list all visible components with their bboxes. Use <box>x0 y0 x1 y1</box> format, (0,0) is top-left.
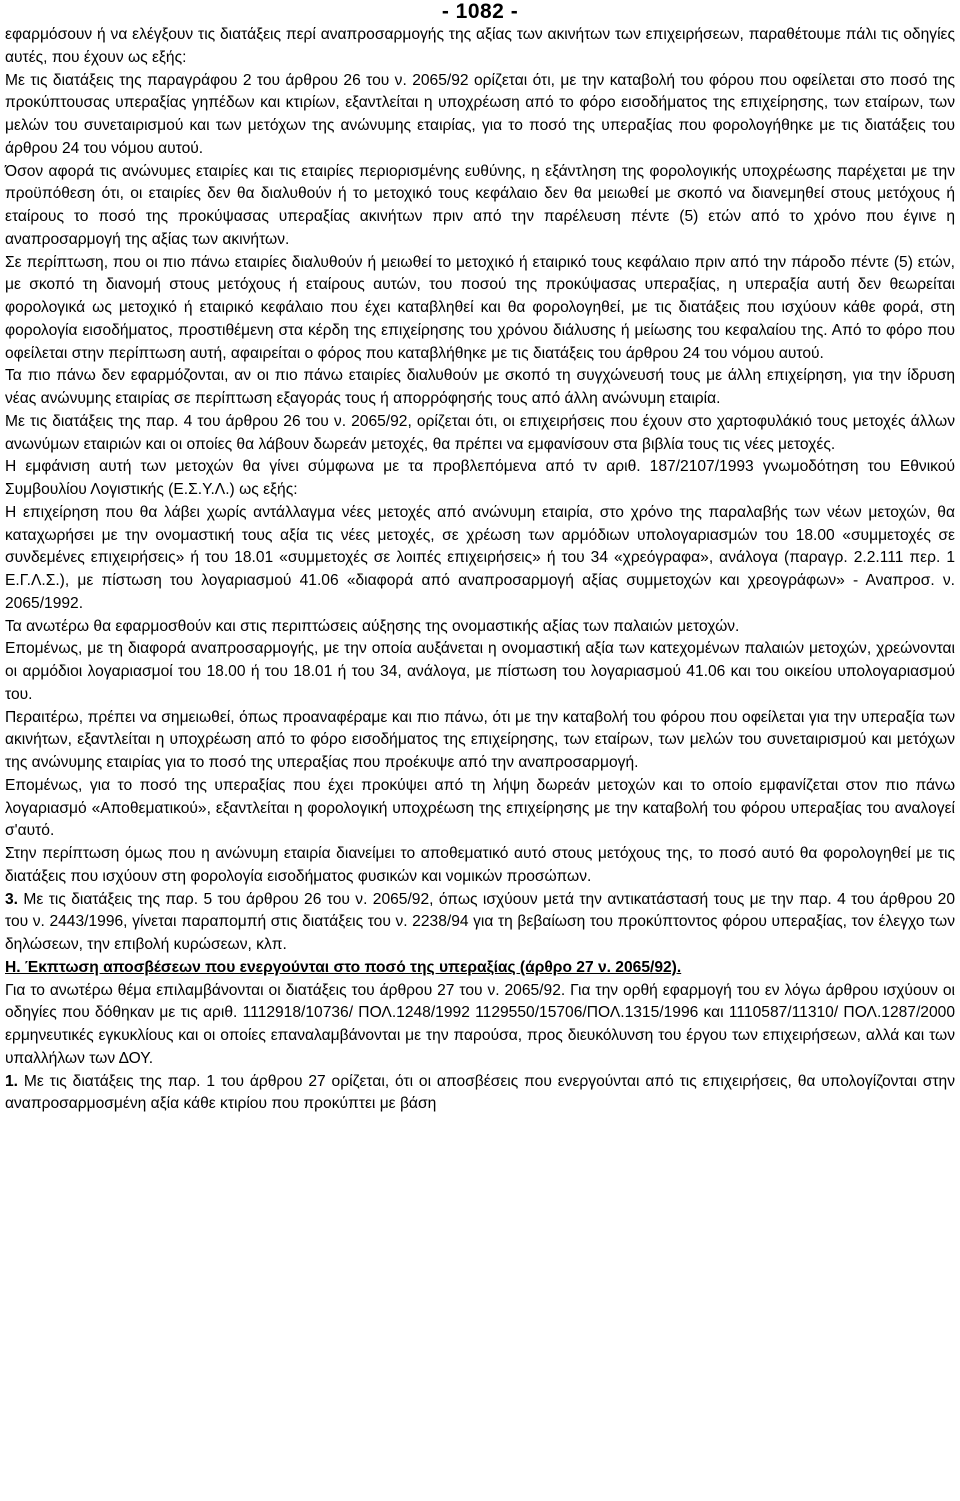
paragraph: Όσον αφορά τις ανώνυμες εταιρίες και τις εταιρίες περιορισμένης ευθύνης, η εξάντληση της φορολογικής υποχρέωσης παρέχεται με την προϋπόθεση ότι, οι εταιρίες δεν θα διαλυθούν ή το μετοχικό τους κεφάλαιο δεν θα μειωθεί με σκοπό να διανεμηθεί στους μετόχους ή εταίρους το ποσό της προκύψασας υπεραξίας ακινήτων πριν από την παρέλευση πέντε (5) ετών από το χρόνο που έγινε η αναπροσαρμογή της αξίας των ακινήτων. <box>5 162 955 248</box>
paragraph: Επομένως, με τη διαφορά αναπροσαρμογής, με την οποία αυξάνεται η ονομαστική αξία των κατεχομένων παλαιών μετοχών, χρεώνονται οι αρμόδιοι λογαριασμοί του 18.00 ή του 18.01 ή του 34, ανάλογα, με πίστωση του λογαριασμού 41.06 και του οικείου υπολογαριασμού του. <box>5 640 955 703</box>
section-paragraph: Για το ανωτέρω θέμα επιλαμβάνονται οι διατάξεις του άρθρου 27 του ν. 2065/92. Για την ορθή εφαρμογή του εν λόγω άρθρου ισχύουν οι οδηγίες που δόθηκαν με τις αριθ. 1112918/10736/ ΠΟΛ.1248/1992 1129550/15706/ΠΟΛ.1315/1996 και 1110587/11310/ ΠΟΛ.1287/2000 ερμηνευτικές εγκυκλίους και οι οποίες επαναλαμβάνονται με την παρούσα, προς διευκόλυνση του έργου των επιχειρήσεων, αλλά και των υπαλλήλων των ΔΟΥ. <box>5 981 955 1067</box>
item-text: Με τις διατάξεις της παρ. 1 του άρθρου 27 ορίζεται, ότι οι αποσβέσεις που ενεργούνται από τις επιχειρήσεις, θα υπολογίζονται στην αναπροσαρμοσμένη αξία κάθε κτιρίου που προκύπτει με βάση <box>5 1072 955 1113</box>
item-text: Με τις διατάξεις της παρ. 5 του άρθρου 26 του ν. 2065/92, όπως ισχύουν μετά την αντικατάστασή τους με την παρ. 4 του άρθρου 20 του ν. 2443/1996, γίνεται παραπομπή στις διατάξεις του ν. 2238/94 για τη βεβαίωση του προκύπτοντος φόρου υπεραξίας, τον έλεγχο των δηλώσεων, την επιβολή κυρώσεων, κλπ. <box>5 890 955 953</box>
paragraph: εφαρμόσουν ή να ελέγξουν τις διατάξεις περί αναπροσαρμογής της αξίας των ακινήτων των επιχειρήσεων, παραθέτουμε πάλι τις οδηγίες αυτές, που έχουν ως εξής: <box>5 26 955 66</box>
paragraph: Τα πιο πάνω δεν εφαρμόζονται, αν οι πιο πάνω εταιρίες διαλυθούν με σκοπό τη συγχώνευσή τους με άλλη επιχείρηση, για την ίδρυση νέας ανώνυμης εταιρίας σε περίπτωση εξαγοράς τους ή απορρόφησής τους από άλλη ανώνυμη εταιρία. <box>5 367 955 407</box>
paragraph: Τα ανωτέρω θα εφαρμοσθούν και στις περιπτώσεις αύξησης της ονομαστικής αξίας των παλαιών μετοχών. <box>5 617 740 635</box>
paragraph: Σε περίπτωση, που οι πιο πάνω εταιρίες διαλυθούν ή μειωθεί το μετοχικό ή εταιρικό τους κεφάλαιο πριν από την πάροδο πέντε (5) ετών, με σκοπό τη διανομή στους μετόχους ή εταίρους αυτών, του ποσού της προκύψασας υπεραξίας, η υπεραξία αυτή δεν θεωρείται φορολογικά ως μετοχικό ή εταιρικό κεφάλαιο που έχει καταβληθεί και θα φορολογηθεί, με τις διατάξεις που ισχύουν κάθε φορά, στη φορολογία εισοδήματος, προστιθέμενη στα κέρδη της επιχείρησης του χρόνου διάλυσης ή μείωσης του κεφαλαίου της. Από το φόρο που οφείλεται στην περίπτωση αυτή, αφαιρείται ο φόρος που καταβλήθηκε με τις διατάξεις του άρθρου 24 του νόμου αυτού. <box>5 253 955 362</box>
document-body <box>5 24 955 1116</box>
section-heading: Η. Έκπτωση αποσβέσεων που ενεργούνται στο ποσό της υπεραξίας (άρθρο 27 ν. 2065/92). <box>5 958 682 976</box>
paragraph: Με τις διατάξεις της παρ. 4 του άρθρου 26 του ν. 2065/92, ορίζεται ότι, οι επιχειρήσεις που έχουν στο χαρτοφυλάκιό τους μετοχές άλλων ανωνύμων εταιριών και οι οποίες θα λάβουν δωρεάν μετοχές, θα πρέπει να εμφανίσουν στα βιβλία τους τις νέες μετοχές. <box>5 412 955 453</box>
numbered-item-3 <box>5 889 955 957</box>
paragraph: Επομένως, για το ποσό της υπεραξίας που έχει προκύψει από τη λήψη δωρεάν μετοχών και το οποίο εμφανίζεται στον πιο πάνω λογαριασμό «Αποθεματικού», εξαντλείται η φορολογική υποχρέωση της επιχείρησης με την καταβολή του φόρου υπεραξίας του αναλογεί σ'αυτό. <box>5 776 955 840</box>
paragraph: Η επιχείρηση που θα λάβει χωρίς αντάλλαγμα νέες μετοχές από ανώνυμη εταιρία, στο χρόνο της παραλαβής των νέων μετοχών, θα καταχωρήσει με την ονομαστική τους αξία τις νέες μετοχές, σε χρέωση των αρμόδιων υπολογαριασμών του 18.00 «συμμετοχές σε συνδεμένες επιχειρήσεις» ή του 18.01 «συμμετοχές σε λοιπές επιχειρήσεις» ή του 34 «χρεόγραφα», ανάλογα (παραγρ. 2.2.111 περ. 1 Ε.Γ.Λ.Σ.), με πίστωση του λογαριασμού 41.06 «διαφορά από αναπροσαρμογή αξίας συμμετοχών και χρεογράφων» - Αναπροσ. ν. 2065/1992. <box>5 503 955 612</box>
paragraph: Με τις διατάξεις της παραγράφου 2 του άρθρου 26 του ν. 2065/92 ορίζεται ότι, με την καταβολή του φόρου που οφείλεται στο ποσό της προκύπτουσας υπεραξίας γηπέδων και κτιρίων, εξαντλείται η υποχρέωση από το φόρο εισοδήματος της επιχείρησης, των εταίρων, των μελών του συνεταιρισμού και των μετόχων της ανώνυμης εταιρίας, για το ποσό της υπεραξίας που φορολογήθηκε με τις διατάξεις του άρθρου 24 του νόμου αυτού. <box>5 71 955 157</box>
page-number: - 1082 - <box>441 0 519 23</box>
paragraph: Στην περίπτωση όμως που η ανώνυμη εταιρία διανείμει το αποθεματικό αυτό στους μετόχους της, το ποσό αυτό θα φορολογηθεί με τις διατάξεις που ισχύουν στη φορολογία εισοδήματος φυσικών και νομικών προσώπων. <box>5 845 955 885</box>
paragraph: Περαιτέρω, πρέπει να σημειωθεί, όπως προαναφέραμε και πιο πάνω, ότι με την καταβολή του φόρου που οφείλεται για την υπεραξία των ακινήτων, εξαντλείται η υποχρέωση από το φόρο εισοδήματος της επιχείρησης, των εταίρων, των μελών του συνεταιρισμού και μετόχων της ανώνυμης εταιρίας για το ποσό της υπεραξίας που προέκυψε από την αναπροσαρμογή. <box>5 708 955 771</box>
paragraph: Η εμφάνιση αυτή των μετοχών θα γίνει σύμφωνα με τα προβλεπόμενα από τν αριθ. 187/2107/1993 γνωμοδότηση του Εθνικού Συμβουλίου Λογιστικής (Ε.Σ.Υ.Λ.) ως εξής: <box>5 458 955 498</box>
numbered-item-1 <box>5 1071 955 1117</box>
item-number: 1. <box>5 1072 19 1090</box>
item-number: 3. <box>5 890 19 908</box>
